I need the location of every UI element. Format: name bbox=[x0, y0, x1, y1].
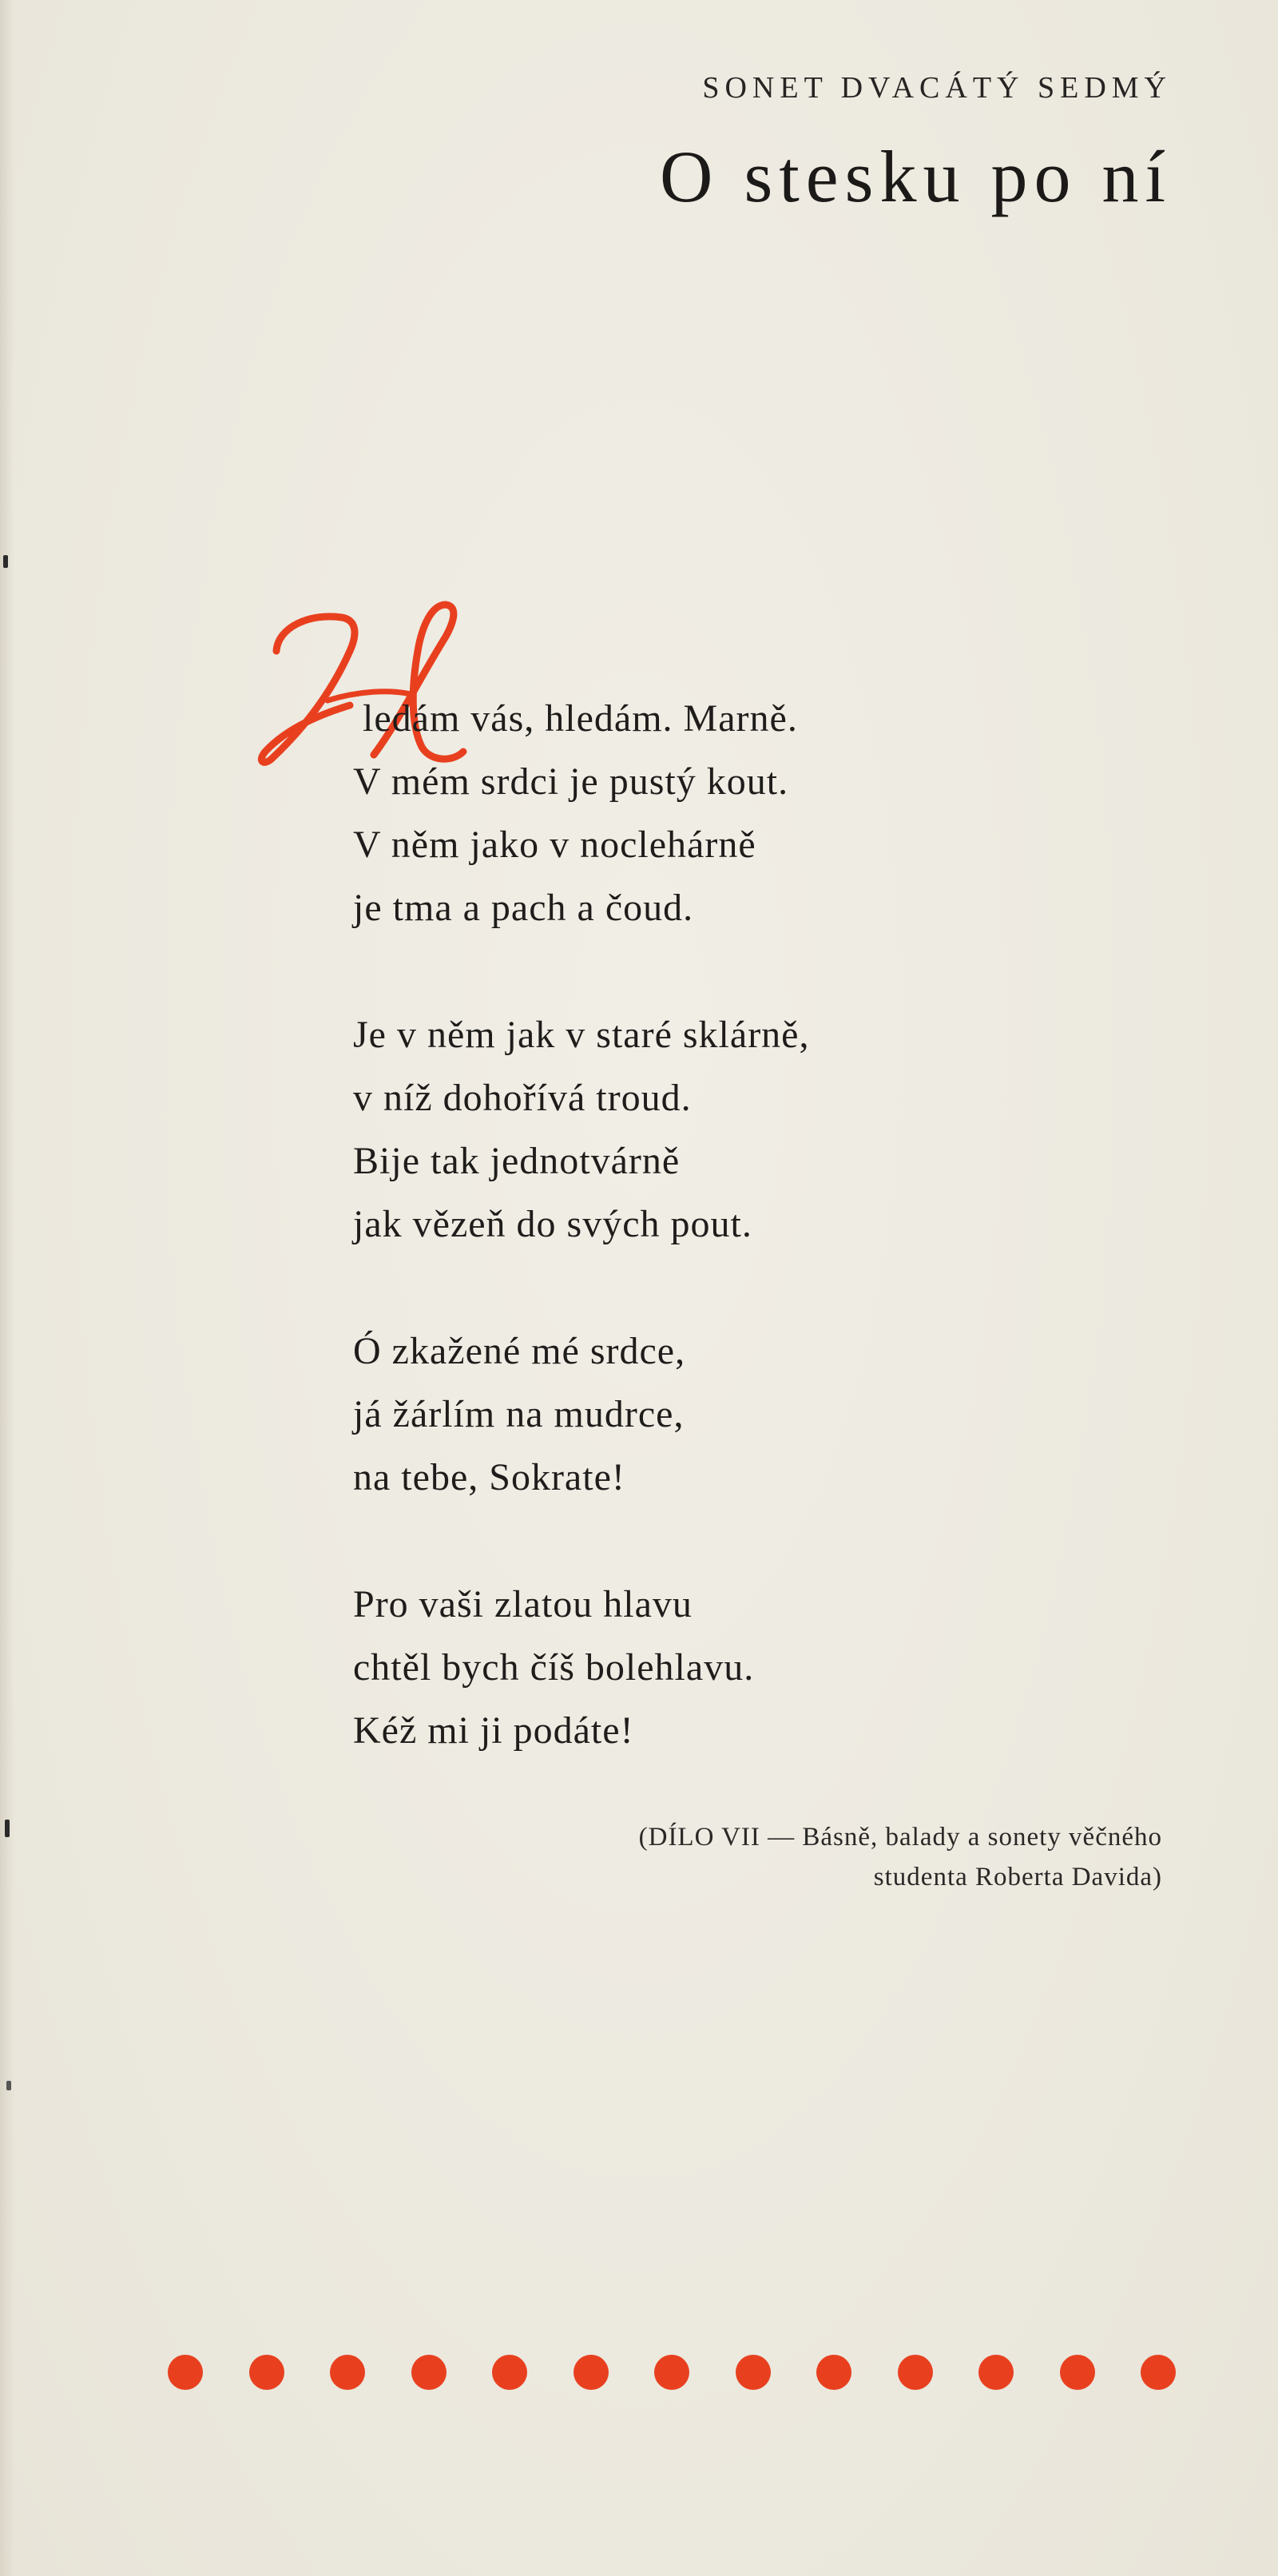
source-citation bbox=[639, 1817, 1162, 1897]
poem-line: já žárlím na mudrce, bbox=[353, 1393, 685, 1435]
ornament-dot bbox=[736, 2355, 771, 2390]
poem-line: V něm jako v noclehárně bbox=[353, 824, 756, 866]
citation-line: (DÍLO VII — Básně, balady a sonety věčného bbox=[638, 1823, 1162, 1852]
poem-title: O stesku po ní bbox=[660, 136, 1172, 217]
ornament-dot bbox=[1060, 2355, 1095, 2390]
poem-line: Pro vaši zlatou hlavu bbox=[353, 1583, 693, 1625]
poem-line: v níž dohořívá troud. bbox=[353, 1077, 692, 1119]
poem-body bbox=[353, 687, 809, 1826]
ornament-dot bbox=[249, 2355, 284, 2390]
edge-speck bbox=[5, 1820, 10, 1837]
sonnet-number-label: SONET DVACÁTÝ SEDMÝ bbox=[702, 71, 1172, 105]
poem-line: jak vězeň do svých pout. bbox=[353, 1203, 752, 1245]
poem-line: Je v něm jak v staré sklárně, bbox=[353, 1014, 810, 1056]
poem-line: Ó zkažené mé srdce, bbox=[353, 1330, 686, 1372]
ornament-dot bbox=[654, 2355, 689, 2390]
ornament-dot bbox=[1141, 2355, 1176, 2390]
ornament-dot bbox=[411, 2355, 447, 2390]
ornament-dot bbox=[574, 2355, 609, 2390]
ornament-dot-row bbox=[168, 2355, 1158, 2395]
stanza bbox=[353, 1320, 809, 1509]
poem-line: Kéž mi ji podáte! bbox=[353, 1709, 634, 1752]
ornament-dot bbox=[978, 2355, 1014, 2390]
edge-speck bbox=[6, 2081, 11, 2090]
ornament-dot bbox=[168, 2355, 203, 2390]
ornament-dot bbox=[816, 2355, 851, 2390]
poem-line: chtěl bych číš bolehlavu. bbox=[353, 1646, 755, 1689]
stanza bbox=[353, 1573, 809, 1762]
page-binding-edge bbox=[0, 0, 14, 2576]
poem-line: Bije tak jednotvárně bbox=[353, 1140, 681, 1182]
stanza bbox=[353, 1003, 809, 1256]
poem-line: na tebe, Sokrate! bbox=[353, 1456, 625, 1498]
poem-line: V mém srdci je pustý kout. bbox=[353, 760, 789, 803]
ornament-dot bbox=[898, 2355, 933, 2390]
ornament-dot bbox=[330, 2355, 365, 2390]
poem-line: je tma a pach a čoud. bbox=[353, 887, 694, 929]
ornament-dot bbox=[492, 2355, 527, 2390]
stanza bbox=[353, 687, 809, 939]
citation-line: studenta Roberta Davida) bbox=[873, 1863, 1162, 1891]
poem-line: ledám vás, hledám. Marně. bbox=[363, 697, 798, 740]
edge-speck bbox=[3, 555, 8, 568]
